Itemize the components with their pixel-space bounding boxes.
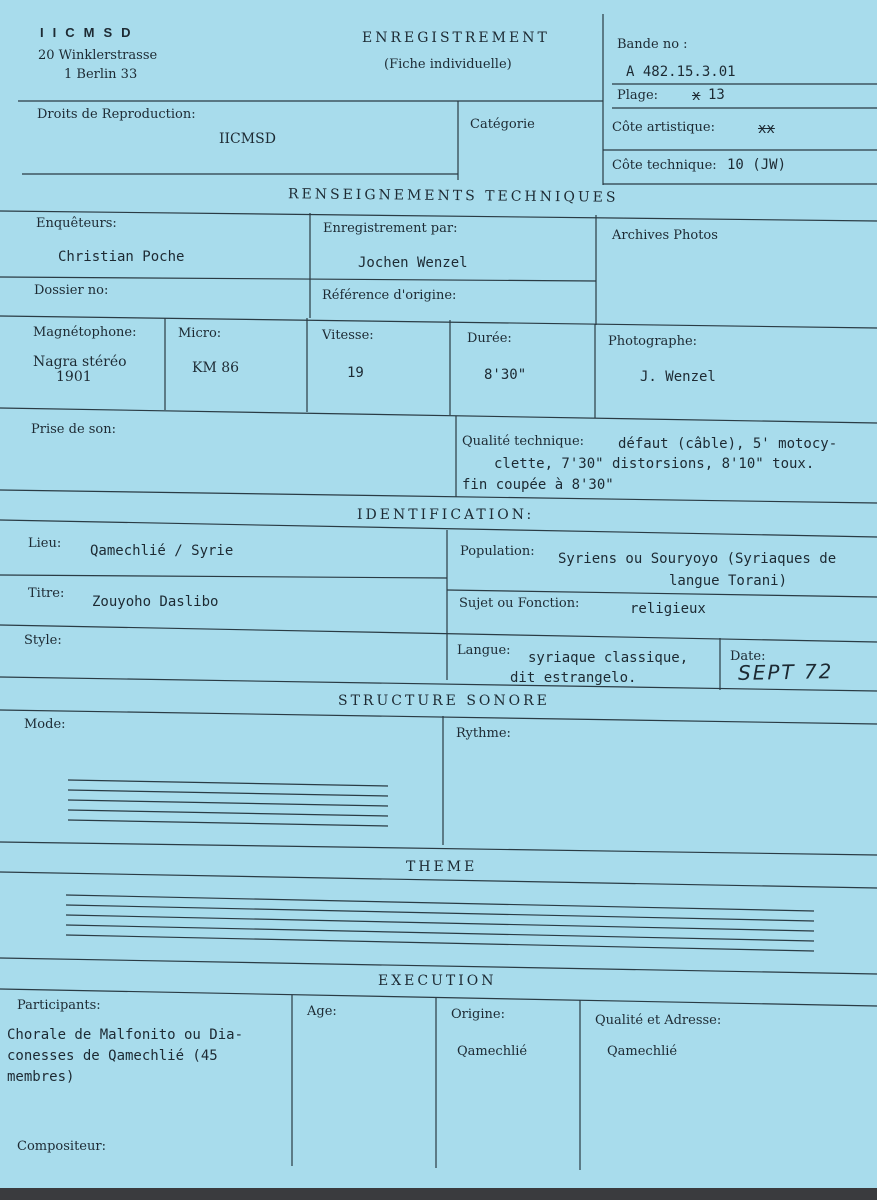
plage-label: Plage: <box>617 88 659 103</box>
form-subtitle: (Fiche individuelle) <box>384 57 512 72</box>
magnetophone-value-number: 1901 <box>56 369 92 385</box>
duree-label: Durée: <box>467 331 512 346</box>
magnetophone-label: Magnétophone: <box>33 325 137 340</box>
lieu-value: Qamechlié / Syrie <box>90 543 234 559</box>
cote-technique-value: 10 (JW) <box>727 157 787 173</box>
langue-value-line1: syriaque classique, <box>528 650 689 666</box>
org-logo: IICMSD <box>40 25 140 40</box>
population-label: Population: <box>460 544 535 559</box>
date-label: Date: <box>730 649 766 664</box>
cote-technique-label: Côte technique: <box>612 158 717 173</box>
vitesse-value: 19 <box>347 365 364 381</box>
micro-value: KM 86 <box>192 360 240 376</box>
qualite-technique-line2: clette, 7'30" distorsions, 8'10" toux. <box>494 456 815 472</box>
bande-value: A 482.15.3.01 <box>626 64 736 80</box>
participants-label: Participants: <box>17 998 101 1013</box>
photographe-value: J. Wenzel <box>640 369 716 385</box>
cote-artistique-label: Côte artistique: <box>612 120 715 135</box>
titre-value: Zouyoho Daslibo <box>92 594 219 610</box>
origine-label: Origine: <box>451 1007 505 1022</box>
langue-label: Langue: <box>457 643 511 658</box>
langue-value-line2: dit estrangelo. <box>510 670 637 686</box>
org-address-street: 20 Winklerstrasse <box>38 48 158 63</box>
section-heading-structure-sonore: STRUCTURE SONORE <box>338 693 550 709</box>
archives-photos-label: Archives Photos <box>612 228 718 243</box>
cote-artistique-value: xx <box>758 121 775 137</box>
prise-de-son-label: Prise de son: <box>31 422 117 437</box>
qualite-technique-line1: défaut (câble), 5' motocy- <box>618 436 838 452</box>
vitesse-label: Vitesse: <box>322 328 374 343</box>
population-value-line2: langue Torani) <box>669 573 788 589</box>
qualite-technique-label: Qualité technique: <box>462 434 585 449</box>
age-label: Age: <box>307 1004 337 1019</box>
qualite-adresse-value: Qamechlié <box>607 1044 678 1059</box>
enregistrement-par-value: Jochen Wenzel <box>358 255 468 271</box>
droits-value: IICMSD <box>219 131 276 147</box>
duree-value: 8'30" <box>484 367 527 383</box>
bande-label: Bande no : <box>617 37 688 52</box>
org-address-city: 1 Berlin 33 <box>64 67 138 82</box>
plage-value: 13 <box>708 87 725 103</box>
participants-value-line2: conesses de Qamechlié (45 <box>7 1048 218 1064</box>
rythme-label: Rythme: <box>456 726 511 741</box>
section-heading-theme: THEME <box>406 859 478 875</box>
enregistrement-par-label: Enregistrement par: <box>323 221 458 236</box>
sujet-fonction-label: Sujet ou Fonction: <box>459 596 580 611</box>
enqueteurs-value: Christian Poche <box>58 249 185 265</box>
lieu-label: Lieu: <box>28 536 62 551</box>
section-heading-identification: IDENTIFICATION: <box>357 507 535 523</box>
dossier-label: Dossier no: <box>34 283 109 298</box>
mode-label: Mode: <box>24 717 66 732</box>
origine-value: Qamechlié <box>457 1044 528 1059</box>
magnetophone-value-model: Nagra stéréo <box>33 354 127 370</box>
categorie-label: Catégorie <box>470 117 535 132</box>
enqueteurs-label: Enquêteurs: <box>36 216 117 231</box>
section-heading-execution: EXECUTION <box>378 973 497 989</box>
section-heading-renseignements: RENSEIGNEMENTS TECHNIQUES <box>287 186 619 206</box>
titre-label: Titre: <box>28 586 65 601</box>
qualite-adresse-label: Qualité et Adresse: <box>595 1013 722 1028</box>
form-title: ENREGISTREMENT <box>362 30 550 46</box>
photographe-label: Photographe: <box>608 334 698 349</box>
style-label: Style: <box>24 633 62 648</box>
plage-struck-value: x <box>692 88 701 104</box>
date-handwritten-value: SEPT 72 <box>737 659 834 685</box>
population-value-line1: Syriens ou Souryoyo (Syriaques de <box>558 551 837 567</box>
micro-label: Micro: <box>178 326 222 341</box>
reference-origine-label: Référence d'origine: <box>322 288 457 303</box>
sujet-fonction-value: religieux <box>630 601 706 617</box>
participants-value-line1: Chorale de Malfonito ou Dia- <box>7 1027 244 1043</box>
compositeur-label: Compositeur: <box>17 1139 106 1154</box>
droits-label: Droits de Reproduction: <box>37 107 196 122</box>
qualite-technique-line3: fin coupée à 8'30" <box>462 477 614 493</box>
participants-value-line3: membres) <box>7 1069 75 1085</box>
